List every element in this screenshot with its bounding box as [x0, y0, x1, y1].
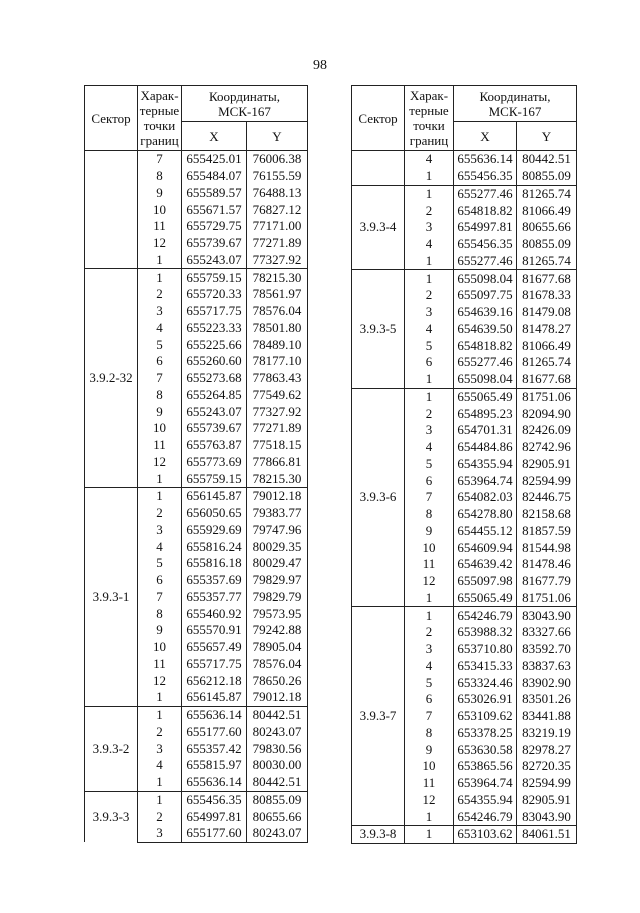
y-coordinate-cell: 80855.09: [517, 236, 577, 253]
y-coordinate-cell: 78215.30: [247, 470, 308, 487]
point-number-cell: 5: [138, 336, 182, 353]
y-coordinate-cell: 82446.75: [517, 489, 577, 506]
x-coordinate-cell: 655773.69: [182, 454, 247, 471]
point-number-cell: 5: [405, 456, 454, 473]
y-coordinate-cell: 79829.79: [247, 589, 308, 606]
x-coordinate-cell: 654278.80: [454, 506, 517, 523]
sector-cell: 3.9.3-2: [85, 706, 138, 791]
point-number-cell: 8: [405, 725, 454, 742]
header-sector: Сектор: [352, 86, 405, 151]
x-coordinate-cell: 655763.87: [182, 437, 247, 454]
header-coordinates: Координаты, МСК-167: [454, 86, 577, 122]
x-coordinate-cell: 654818.82: [454, 337, 517, 354]
point-number-cell: 9: [405, 741, 454, 758]
x-coordinate-cell: 653964.74: [454, 472, 517, 489]
point-number-cell: 4: [138, 320, 182, 337]
sector-cell: 3.9.3-8: [352, 826, 405, 844]
table-row: [352, 388, 577, 405]
point-number-cell: 11: [405, 556, 454, 573]
x-coordinate-cell: 655717.75: [182, 303, 247, 320]
x-coordinate-cell: 655273.68: [182, 370, 247, 387]
point-number-cell: 7: [405, 489, 454, 506]
table-row: [85, 269, 308, 286]
y-coordinate-cell: 84061.51: [517, 826, 577, 844]
x-coordinate-cell: 655570.91: [182, 622, 247, 639]
y-coordinate-cell: 81677.68: [517, 371, 577, 388]
y-coordinate-cell: 81751.06: [517, 388, 577, 405]
x-coordinate-cell: 653109.62: [454, 708, 517, 725]
y-coordinate-cell: 82158.68: [517, 506, 577, 523]
x-coordinate-cell: 655065.49: [454, 590, 517, 607]
x-coordinate-cell: 655456.35: [454, 236, 517, 253]
point-number-cell: 4: [405, 151, 454, 168]
y-coordinate-cell: 80855.09: [247, 791, 308, 808]
y-coordinate-cell: 80655.66: [517, 219, 577, 236]
coordinates-table-right: [351, 85, 577, 844]
point-number-cell: 8: [138, 605, 182, 622]
x-coordinate-cell: 654639.50: [454, 321, 517, 338]
x-coordinate-cell: 655277.46: [454, 253, 517, 270]
x-coordinate-cell: 655243.07: [182, 252, 247, 269]
y-coordinate-cell: 83043.90: [517, 808, 577, 825]
y-coordinate-cell: 79242.88: [247, 622, 308, 639]
point-number-cell: 10: [405, 758, 454, 775]
point-number-cell: 1: [405, 607, 454, 624]
point-number-cell: 1: [405, 168, 454, 185]
y-coordinate-cell: 80442.51: [517, 151, 577, 168]
point-number-cell: 2: [138, 505, 182, 522]
x-coordinate-cell: 653630.58: [454, 741, 517, 758]
point-number-cell: 12: [405, 792, 454, 809]
x-coordinate-cell: 655223.33: [182, 320, 247, 337]
header-boundary-points: Харак-терные точки границ: [138, 86, 182, 151]
point-number-cell: 2: [138, 286, 182, 303]
x-coordinate-cell: 653026.91: [454, 691, 517, 708]
point-number-cell: 2: [405, 624, 454, 641]
y-coordinate-cell: 79012.18: [247, 689, 308, 706]
sector-cell: 3.9.3-1: [85, 488, 138, 707]
x-coordinate-cell: 655589.57: [182, 185, 247, 202]
point-number-cell: 11: [138, 437, 182, 454]
point-number-cell: 9: [138, 403, 182, 420]
y-coordinate-cell: 82426.09: [517, 422, 577, 439]
point-number-cell: 1: [138, 269, 182, 286]
x-coordinate-cell: 656145.87: [182, 689, 247, 706]
table-body: [352, 151, 577, 844]
header-y: Y: [517, 122, 577, 151]
x-coordinate-cell: 654246.79: [454, 808, 517, 825]
y-coordinate-cell: 76827.12: [247, 201, 308, 218]
y-coordinate-cell: 81265.74: [517, 253, 577, 270]
point-number-cell: 10: [138, 201, 182, 218]
point-number-cell: 1: [138, 689, 182, 706]
x-coordinate-cell: 655357.77: [182, 589, 247, 606]
sector-cell: 3.9.3-5: [352, 270, 405, 388]
y-coordinate-cell: 81478.27: [517, 321, 577, 338]
point-number-cell: 6: [405, 691, 454, 708]
y-coordinate-cell: 82594.99: [517, 775, 577, 792]
table-row: [85, 151, 308, 168]
point-number-cell: 9: [138, 185, 182, 202]
sector-cell: [85, 151, 138, 269]
y-coordinate-cell: 80442.51: [247, 706, 308, 723]
point-number-cell: 4: [405, 321, 454, 338]
x-coordinate-cell: 655357.69: [182, 572, 247, 589]
x-coordinate-cell: 653378.25: [454, 725, 517, 742]
sector-cell: 3.9.3-7: [352, 607, 405, 826]
x-coordinate-cell: 654609.94: [454, 539, 517, 556]
x-coordinate-cell: 654455.12: [454, 523, 517, 540]
point-number-cell: 7: [138, 589, 182, 606]
point-number-cell: 6: [405, 354, 454, 371]
point-number-cell: 8: [138, 387, 182, 404]
x-coordinate-cell: 654818.82: [454, 202, 517, 219]
y-coordinate-cell: 80243.07: [247, 825, 308, 842]
x-coordinate-cell: 653988.32: [454, 624, 517, 641]
point-number-cell: 9: [138, 622, 182, 639]
point-number-cell: 4: [138, 757, 182, 774]
point-number-cell: 2: [405, 405, 454, 422]
x-coordinate-cell: 655097.98: [454, 573, 517, 590]
y-coordinate-cell: 78489.10: [247, 336, 308, 353]
x-coordinate-cell: 656050.65: [182, 505, 247, 522]
point-number-cell: 1: [405, 826, 454, 844]
point-number-cell: 12: [138, 235, 182, 252]
sector-cell: [352, 151, 405, 186]
point-number-cell: 7: [405, 708, 454, 725]
x-coordinate-cell: 655636.14: [182, 774, 247, 791]
y-coordinate-cell: 78501.80: [247, 320, 308, 337]
x-coordinate-cell: 655717.75: [182, 656, 247, 673]
point-number-cell: 11: [405, 775, 454, 792]
point-number-cell: 6: [405, 472, 454, 489]
x-coordinate-cell: 655177.60: [182, 825, 247, 842]
y-coordinate-cell: 81751.06: [517, 590, 577, 607]
point-number-cell: 1: [405, 185, 454, 202]
point-number-cell: 8: [138, 168, 182, 185]
point-number-cell: 2: [138, 724, 182, 741]
point-number-cell: 6: [138, 353, 182, 370]
x-coordinate-cell: 654484.86: [454, 439, 517, 456]
y-coordinate-cell: 80029.35: [247, 538, 308, 555]
y-coordinate-cell: 83441.88: [517, 708, 577, 725]
point-number-cell: 3: [138, 303, 182, 320]
y-coordinate-cell: 82905.91: [517, 792, 577, 809]
x-coordinate-cell: 655816.18: [182, 555, 247, 572]
y-coordinate-cell: 77327.92: [247, 403, 308, 420]
x-coordinate-cell: 653710.80: [454, 641, 517, 658]
x-coordinate-cell: 655929.69: [182, 522, 247, 539]
y-coordinate-cell: 78576.04: [247, 656, 308, 673]
x-coordinate-cell: 655816.24: [182, 538, 247, 555]
y-coordinate-cell: 78576.04: [247, 303, 308, 320]
x-coordinate-cell: 655277.46: [454, 185, 517, 202]
x-coordinate-cell: 656212.18: [182, 672, 247, 689]
point-number-cell: 2: [405, 287, 454, 304]
header-sector: Сектор: [85, 86, 138, 151]
x-coordinate-cell: 655177.60: [182, 724, 247, 741]
y-coordinate-cell: 83902.90: [517, 674, 577, 691]
y-coordinate-cell: 80855.09: [517, 168, 577, 185]
point-number-cell: 3: [138, 522, 182, 539]
y-coordinate-cell: 80243.07: [247, 724, 308, 741]
x-coordinate-cell: 655729.75: [182, 218, 247, 235]
y-coordinate-cell: 79747.96: [247, 522, 308, 539]
sector-cell: 3.9.3-3: [85, 791, 138, 842]
y-coordinate-cell: 81544.98: [517, 539, 577, 556]
point-number-cell: 1: [405, 590, 454, 607]
sector-cell: 3.9.3-4: [352, 185, 405, 270]
y-coordinate-cell: 79012.18: [247, 488, 308, 505]
y-coordinate-cell: 76488.13: [247, 185, 308, 202]
x-coordinate-cell: 655456.35: [182, 791, 247, 808]
y-coordinate-cell: 77549.62: [247, 387, 308, 404]
y-coordinate-cell: 82905.91: [517, 456, 577, 473]
table-body: [85, 151, 308, 843]
header-x: X: [454, 122, 517, 151]
y-coordinate-cell: 81479.08: [517, 304, 577, 321]
x-coordinate-cell: 653415.33: [454, 658, 517, 675]
y-coordinate-cell: 80030.00: [247, 757, 308, 774]
sector-cell: 3.9.2-32: [85, 269, 138, 488]
point-number-cell: 3: [138, 825, 182, 842]
y-coordinate-cell: 79830.56: [247, 740, 308, 757]
y-coordinate-cell: 76006.38: [247, 151, 308, 168]
point-number-cell: 1: [405, 388, 454, 405]
point-number-cell: 3: [138, 740, 182, 757]
table-row: [85, 488, 308, 505]
y-coordinate-cell: 81677.68: [517, 270, 577, 287]
y-coordinate-cell: 79383.77: [247, 505, 308, 522]
y-coordinate-cell: 79573.95: [247, 605, 308, 622]
x-coordinate-cell: 654895.23: [454, 405, 517, 422]
x-coordinate-cell: 655065.49: [454, 388, 517, 405]
x-coordinate-cell: 654639.42: [454, 556, 517, 573]
x-coordinate-cell: 655460.92: [182, 605, 247, 622]
point-number-cell: 8: [405, 506, 454, 523]
x-coordinate-cell: 655759.15: [182, 470, 247, 487]
point-number-cell: 4: [138, 538, 182, 555]
x-coordinate-cell: 654082.03: [454, 489, 517, 506]
y-coordinate-cell: 78561.97: [247, 286, 308, 303]
header-x: X: [182, 122, 247, 151]
point-number-cell: 11: [138, 656, 182, 673]
x-coordinate-cell: 655657.49: [182, 639, 247, 656]
y-coordinate-cell: 77271.89: [247, 235, 308, 252]
page-number: 98: [313, 58, 327, 73]
x-coordinate-cell: 654355.94: [454, 456, 517, 473]
point-number-cell: 2: [138, 808, 182, 825]
x-coordinate-cell: 655098.04: [454, 270, 517, 287]
x-coordinate-cell: 655357.42: [182, 740, 247, 757]
x-coordinate-cell: 655484.07: [182, 168, 247, 185]
y-coordinate-cell: 82742.96: [517, 439, 577, 456]
point-number-cell: 1: [138, 470, 182, 487]
y-coordinate-cell: 81478.46: [517, 556, 577, 573]
x-coordinate-cell: 655264.85: [182, 387, 247, 404]
y-coordinate-cell: 81857.59: [517, 523, 577, 540]
y-coordinate-cell: 81677.79: [517, 573, 577, 590]
y-coordinate-cell: 83219.19: [517, 725, 577, 742]
x-coordinate-cell: 655097.75: [454, 287, 517, 304]
point-number-cell: 1: [138, 252, 182, 269]
table-row: [85, 791, 308, 808]
point-number-cell: 1: [405, 808, 454, 825]
x-coordinate-cell: 655636.14: [182, 706, 247, 723]
point-number-cell: 3: [405, 304, 454, 321]
x-coordinate-cell: 655815.97: [182, 757, 247, 774]
y-coordinate-cell: 80029.47: [247, 555, 308, 572]
x-coordinate-cell: 655456.35: [454, 168, 517, 185]
x-coordinate-cell: 655720.33: [182, 286, 247, 303]
header-boundary-points: Харак-терные точки границ: [405, 86, 454, 151]
x-coordinate-cell: 655098.04: [454, 371, 517, 388]
x-coordinate-cell: 655636.14: [454, 151, 517, 168]
point-number-cell: 12: [138, 672, 182, 689]
y-coordinate-cell: 82094.90: [517, 405, 577, 422]
table-row: [352, 270, 577, 287]
y-coordinate-cell: 82594.99: [517, 472, 577, 489]
x-coordinate-cell: 655277.46: [454, 354, 517, 371]
table-row: [352, 185, 577, 202]
y-coordinate-cell: 78215.30: [247, 269, 308, 286]
point-number-cell: 5: [405, 674, 454, 691]
table-row: [352, 826, 577, 844]
point-number-cell: 1: [138, 774, 182, 791]
y-coordinate-cell: 81678.33: [517, 287, 577, 304]
y-coordinate-cell: 83592.70: [517, 641, 577, 658]
y-coordinate-cell: 77271.89: [247, 420, 308, 437]
y-coordinate-cell: 82978.27: [517, 741, 577, 758]
x-coordinate-cell: 653324.46: [454, 674, 517, 691]
x-coordinate-cell: 655260.60: [182, 353, 247, 370]
y-coordinate-cell: 80655.66: [247, 808, 308, 825]
point-number-cell: 11: [138, 218, 182, 235]
header-y: Y: [247, 122, 308, 151]
y-coordinate-cell: 81066.49: [517, 202, 577, 219]
x-coordinate-cell: 653964.74: [454, 775, 517, 792]
x-coordinate-cell: 654355.94: [454, 792, 517, 809]
point-number-cell: 7: [138, 370, 182, 387]
x-coordinate-cell: 653103.62: [454, 826, 517, 844]
table-row: [85, 706, 308, 723]
y-coordinate-cell: 83327.66: [517, 624, 577, 641]
x-coordinate-cell: 654246.79: [454, 607, 517, 624]
table-row: [352, 607, 577, 624]
point-number-cell: 3: [405, 641, 454, 658]
x-coordinate-cell: 654997.81: [182, 808, 247, 825]
point-number-cell: 12: [138, 454, 182, 471]
y-coordinate-cell: 83837.63: [517, 658, 577, 675]
point-number-cell: 1: [405, 253, 454, 270]
point-number-cell: 1: [138, 488, 182, 505]
sector-cell: 3.9.3-6: [352, 388, 405, 607]
y-coordinate-cell: 78905.04: [247, 639, 308, 656]
point-number-cell: 4: [405, 236, 454, 253]
point-number-cell: 2: [405, 202, 454, 219]
y-coordinate-cell: 77327.92: [247, 252, 308, 269]
x-coordinate-cell: 655739.67: [182, 420, 247, 437]
y-coordinate-cell: 78177.10: [247, 353, 308, 370]
y-coordinate-cell: 77518.15: [247, 437, 308, 454]
x-coordinate-cell: 655671.57: [182, 201, 247, 218]
y-coordinate-cell: 80442.51: [247, 774, 308, 791]
point-number-cell: 4: [405, 439, 454, 456]
point-number-cell: 10: [138, 420, 182, 437]
point-number-cell: 10: [138, 639, 182, 656]
x-coordinate-cell: 654997.81: [454, 219, 517, 236]
point-number-cell: 5: [405, 337, 454, 354]
y-coordinate-cell: 83043.90: [517, 607, 577, 624]
y-coordinate-cell: 77863.43: [247, 370, 308, 387]
point-number-cell: 3: [405, 422, 454, 439]
x-coordinate-cell: 655759.15: [182, 269, 247, 286]
y-coordinate-cell: 78650.26: [247, 672, 308, 689]
point-number-cell: 7: [138, 151, 182, 168]
x-coordinate-cell: 655225.66: [182, 336, 247, 353]
header-coordinates: Координаты, МСК-167: [182, 86, 308, 122]
point-number-cell: 1: [405, 371, 454, 388]
x-coordinate-cell: 654701.31: [454, 422, 517, 439]
y-coordinate-cell: 81265.74: [517, 185, 577, 202]
y-coordinate-cell: 81265.74: [517, 354, 577, 371]
y-coordinate-cell: 76155.59: [247, 168, 308, 185]
point-number-cell: 12: [405, 573, 454, 590]
y-coordinate-cell: 79829.97: [247, 572, 308, 589]
x-coordinate-cell: 655739.67: [182, 235, 247, 252]
x-coordinate-cell: 656145.87: [182, 488, 247, 505]
x-coordinate-cell: 655425.01: [182, 151, 247, 168]
point-number-cell: 1: [405, 270, 454, 287]
y-coordinate-cell: 77171.00: [247, 218, 308, 235]
point-number-cell: 9: [405, 523, 454, 540]
y-coordinate-cell: 82720.35: [517, 758, 577, 775]
point-number-cell: 4: [405, 658, 454, 675]
y-coordinate-cell: 83501.26: [517, 691, 577, 708]
point-number-cell: 5: [138, 555, 182, 572]
x-coordinate-cell: 654639.16: [454, 304, 517, 321]
point-number-cell: 6: [138, 572, 182, 589]
point-number-cell: 1: [138, 791, 182, 808]
table-row: [352, 151, 577, 168]
y-coordinate-cell: 77866.81: [247, 454, 308, 471]
coordinates-table-left: [84, 85, 308, 843]
x-coordinate-cell: 655243.07: [182, 403, 247, 420]
point-number-cell: 10: [405, 539, 454, 556]
y-coordinate-cell: 81066.49: [517, 337, 577, 354]
point-number-cell: 1: [138, 706, 182, 723]
x-coordinate-cell: 653865.56: [454, 758, 517, 775]
point-number-cell: 3: [405, 219, 454, 236]
